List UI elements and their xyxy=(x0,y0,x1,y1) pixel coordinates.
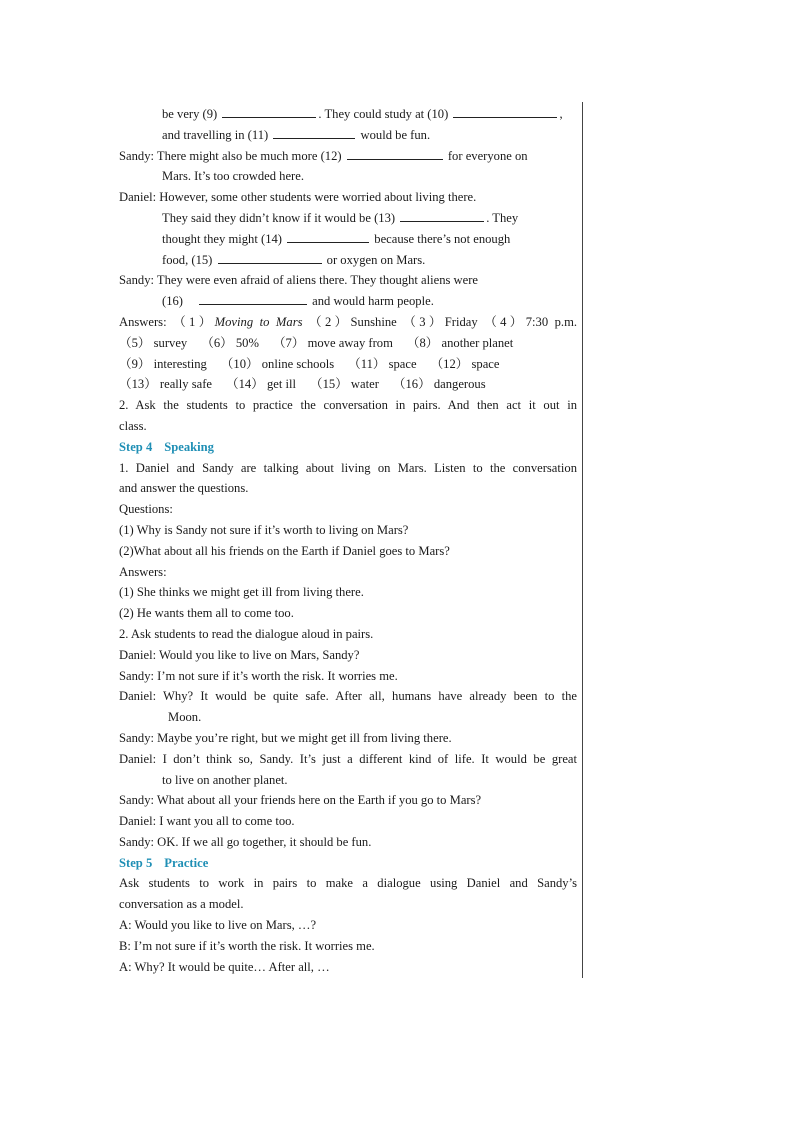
dialogue-line: Daniel: Why? It would be quite safe. After all, humans have already been to the xyxy=(119,689,577,704)
text-line: (1) Why is Sandy not sure if it’s worth to living on Mars? xyxy=(119,522,409,537)
dialogue-line: Moon. xyxy=(168,710,202,725)
dialogue-line: Daniel: Would you like to live on Mars, Sandy? xyxy=(119,647,360,662)
blank-15[interactable] xyxy=(218,250,322,264)
text-line: They said they didn’t know if it would be (13) . They xyxy=(119,208,577,229)
answers-row-4: （13） really safe （14） get ill （15） water （16） dangerous xyxy=(119,377,486,392)
text-line: food, (15) or oxygen on Mars. xyxy=(119,250,577,271)
answers-row-3: （9） interesting （10） online schools （11） space （12） space xyxy=(119,356,500,371)
blank-16[interactable] xyxy=(199,291,307,305)
text-line: 2. Ask the students to practice the conversation in pairs. And then act it out in xyxy=(119,398,577,413)
text-line: 2. Ask students to read the dialogue aloud in pairs. xyxy=(119,626,374,641)
text-line: 1. Daniel and Sandy are talking about living on Mars. Listen to the conversation xyxy=(119,460,577,475)
dialogue-line: Sandy: I’m not sure if it’s worth the risk. It worries me. xyxy=(119,668,398,683)
dialogue-line: Sandy: Maybe you’re right, but we might get ill from living there. xyxy=(119,730,452,745)
text-line: Sandy: They were even afraid of aliens there. They thought aliens were xyxy=(119,273,479,288)
dialogue-line: Daniel: I want you all to come too. xyxy=(119,814,295,829)
blank-10[interactable] xyxy=(453,104,557,118)
text-line: class. xyxy=(119,418,147,433)
text-line: A: Would you like to live on Mars, …? xyxy=(119,918,317,933)
blank-11[interactable] xyxy=(273,125,355,139)
dialogue-line: Sandy: OK. If we all go together, it should be fun. xyxy=(119,834,372,849)
dialogue-line: Sandy: What about all your friends here on the Earth if you go to Mars? xyxy=(119,793,482,808)
text-line: and answer the questions. xyxy=(119,481,249,496)
text-line: Mars. It’s too crowded here. xyxy=(162,169,304,184)
text-line: Questions: xyxy=(119,502,173,517)
dialogue-line: Daniel: I don’t think so, Sandy. It’s just a different kind of life. It would be great xyxy=(119,751,577,766)
blank-9[interactable] xyxy=(222,104,316,118)
text-line: A: Why? It would be quite… After all, … xyxy=(119,959,330,974)
text-line: thought they might (14) because there’s not enough xyxy=(119,229,577,250)
lesson-page xyxy=(119,104,577,977)
text-line: (1) She thinks we might get ill from living there. xyxy=(119,585,364,600)
text-line: Answers: xyxy=(119,564,167,579)
blank-13[interactable] xyxy=(400,208,484,222)
step-5-heading: Step 5 Practice xyxy=(119,855,209,870)
text-line: be very (9) . They could study at (10) , xyxy=(119,104,577,125)
step-4-heading: Step 4 Speaking xyxy=(119,439,214,454)
right-margin-rule xyxy=(582,102,583,978)
dialogue-line: to live on another planet. xyxy=(162,772,288,787)
text-line: Sandy: There might also be much more (12) for everyone on xyxy=(119,146,577,167)
text-line: (16) and would harm people. xyxy=(119,291,577,312)
answers-row-2: （5） survey （6） 50% （7） move away from （8） another planet xyxy=(119,335,514,350)
text-line: Ask students to work in pairs to make a dialogue using Daniel and Sandy’s xyxy=(119,876,577,891)
text-line: B: I’m not sure if it’s worth the risk. It worries me. xyxy=(119,938,375,953)
text-line: and travelling in (11) would be fun. xyxy=(119,125,577,146)
text-line: (2) He wants them all to come too. xyxy=(119,606,294,621)
text-line: (2)What about all his friends on the Earth if Daniel goes to Mars? xyxy=(119,543,450,558)
text-line: conversation as a model. xyxy=(119,897,244,912)
blank-14[interactable] xyxy=(287,229,369,243)
text-line: Daniel: However, some other students were worried about living there. xyxy=(119,190,477,205)
blank-12[interactable] xyxy=(347,146,443,160)
answers-row-1: Answers: （1）Moving to Mars （2）Sunshine （3）Friday （4）7:30 p.m. xyxy=(119,314,578,329)
